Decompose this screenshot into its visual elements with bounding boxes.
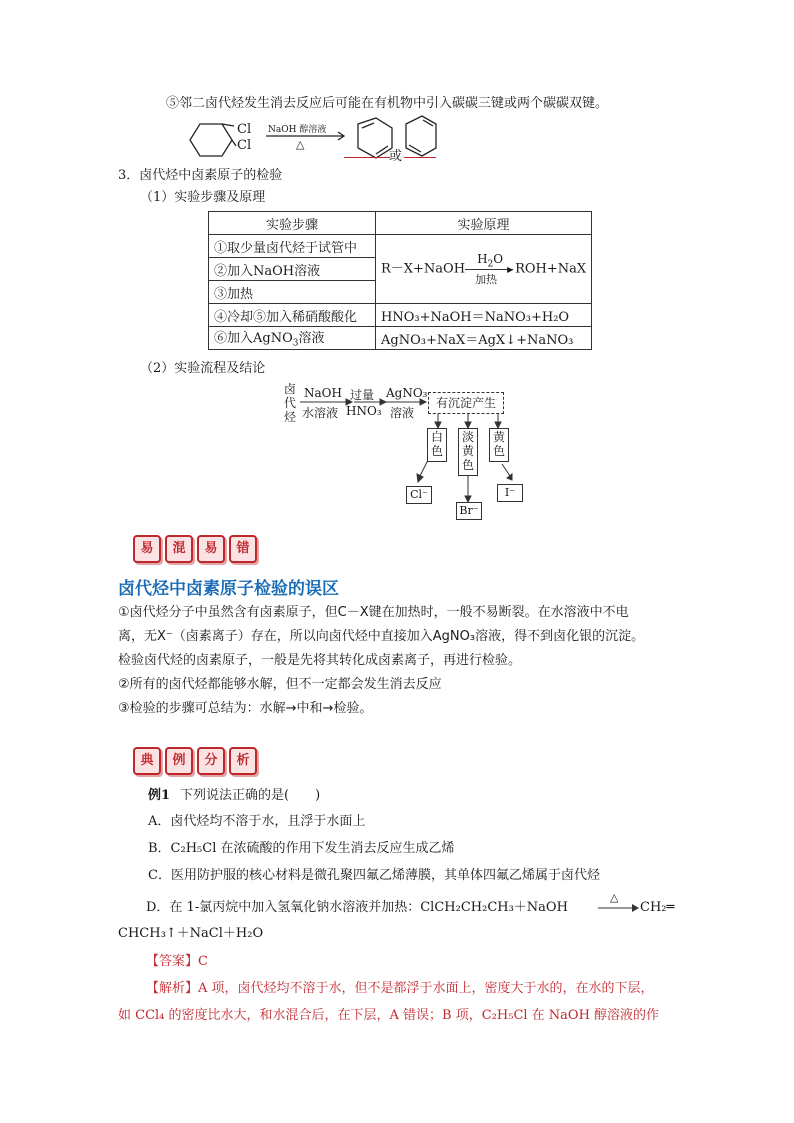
color-pale-yellow: 淡黄色 [458,428,478,476]
mistake-1-line-3: 检验卤代烃的卤素原子，一般是先将其转化成卤素离子，再进行检验。 [118,653,522,668]
mistakes-title: 卤代烃中卤素原子检验的误区 [118,579,339,599]
reactant-cl-2: Cl [237,138,252,153]
flow-start: 卤代烃 [284,382,297,424]
ion-br: Br⁻ [456,502,482,520]
example-badge-row [133,747,257,775]
analysis-line-1: 【解析】A 项，卤代烃均不溶于水，但不是都浮于水面上，密度大于水的，在水的下层， [146,981,654,996]
badge-hun: 混 [165,535,193,563]
option-b: B．C₂H₅Cl 在浓硫酸的作用下发生消去反应生成乙烯 [148,841,455,856]
step-1: ①取少量卤代烃于试管中 [209,235,376,258]
principle-neutralization: HNO₃+NaOH＝NaNO₃+H₂O [376,304,592,327]
badge-yi-1: 易 [133,535,161,563]
ion-i: I⁻ [497,484,523,502]
option-d-arrow [596,900,640,916]
step-6: ⑥加入AgNO$_3$溶液 [209,327,376,350]
reagent-label: NaOH 醇溶液 [268,125,327,135]
arrow1-top: NaOH [304,386,342,400]
arrow2-bottom: HNO₃ [346,404,382,418]
item5-text: ⑤邻二卤代烃发生消去反应后可能在有机物中引入碳碳三键或两个碳碳双键。 [166,96,609,111]
color-yellow: 黄色 [489,428,509,462]
mistake-2: ②所有的卤代烃都能够水解，但不一定都会发生消去反应 [118,677,442,692]
analysis-line-2: 如 CCl₄ 的密度比水大，和水混合后，在下层，A 错误；B 项，C₂H₅Cl 在 NaOH 醇溶液的作 [118,1008,660,1023]
badge-fen: 分 [197,747,225,775]
option-a: A．卤代烃均不溶于水，且浮于水面上 [148,814,366,829]
or-label: 或 [389,149,403,164]
heat-condition: △ [296,138,305,151]
header-step: 实验步骤 [209,212,376,235]
badge-yi-2: 易 [197,535,225,563]
badge-cuo: 错 [229,535,257,563]
color-white: 白色 [427,428,447,462]
badge-li: 例 [165,747,193,775]
cyclohexadiene-product-1 [358,118,392,158]
arrow3-bottom: 溶液 [390,406,415,420]
example-question: 下列说法正确的是( ) [180,788,321,803]
reactant-cl-1: Cl [237,122,252,137]
cyclohexane-ring [190,124,232,156]
arrow2-top: 过量 [350,388,375,402]
badge-xi: 析 [229,747,257,775]
answer: 【答案】C [146,954,208,969]
arrow1-bottom: 水溶液 [302,406,339,420]
subsection2-title: （2）实验流程及结论 [140,361,266,376]
mistakes-badge-row [133,535,257,563]
answer-underline-2 [404,157,436,158]
principle-precipitation: AgNO₃+NaX＝AgX↓+NaNO₃ [376,327,592,350]
header-principle: 实验原理 [376,212,592,235]
mistake-3: ③检验的步骤可总结为：水解→中和→检验。 [118,701,373,716]
ion-cl: Cl⁻ [406,486,432,504]
section3-title: 3．卤代烃中卤素原子的检验 [118,168,283,183]
subsection1-title: （1）实验步骤及原理 [140,190,266,205]
option-c: C．医用防护服的核心材料是微孔聚四氟乙烯薄膜，其单体四氟乙烯属于卤代烃 [148,868,600,883]
example-label: 例1 [148,788,171,803]
answer-underline-1 [344,157,390,158]
step-3: ③加热 [209,281,376,304]
cyclohexadiene-product-2 [406,116,436,156]
option-d-line-1: D．在 1-氯丙烷中加入氢氧化钠水溶液并加热：ClCH₂CH₂CH₃＋NaOH [146,900,568,915]
badge-dian: 典 [133,747,161,775]
experiment-table [208,211,592,350]
principle-hydrolysis: R－X+NaOH $H_2O$ ▶ 加热 ROH+NaX [376,235,592,304]
option-d-heat: △ [610,891,619,904]
precipitate-box: 有沉淀产生 [428,392,504,414]
option-d-product: CH₂═ [640,900,675,915]
arrow3-top: AgNO₃ [386,386,428,400]
option-d-line-2: CHCH₃↑＋NaCl＋H₂O [118,926,264,941]
step-4-5: ④冷却⑤加入稀硝酸酸化 [209,304,376,327]
mistake-1-line-1: ①卤代烃分子中虽然含有卤素原子，但C－X键在加热时，一般不易断裂。在水溶液中不电 [118,605,629,620]
step-2: ②加入NaOH溶液 [209,258,376,281]
mistake-1-line-2: 离，无X⁻（卤素离子）存在，所以向卤代烃中直接加入AgNO₃溶液，得不到卤化银的沉淀。 [118,629,645,644]
